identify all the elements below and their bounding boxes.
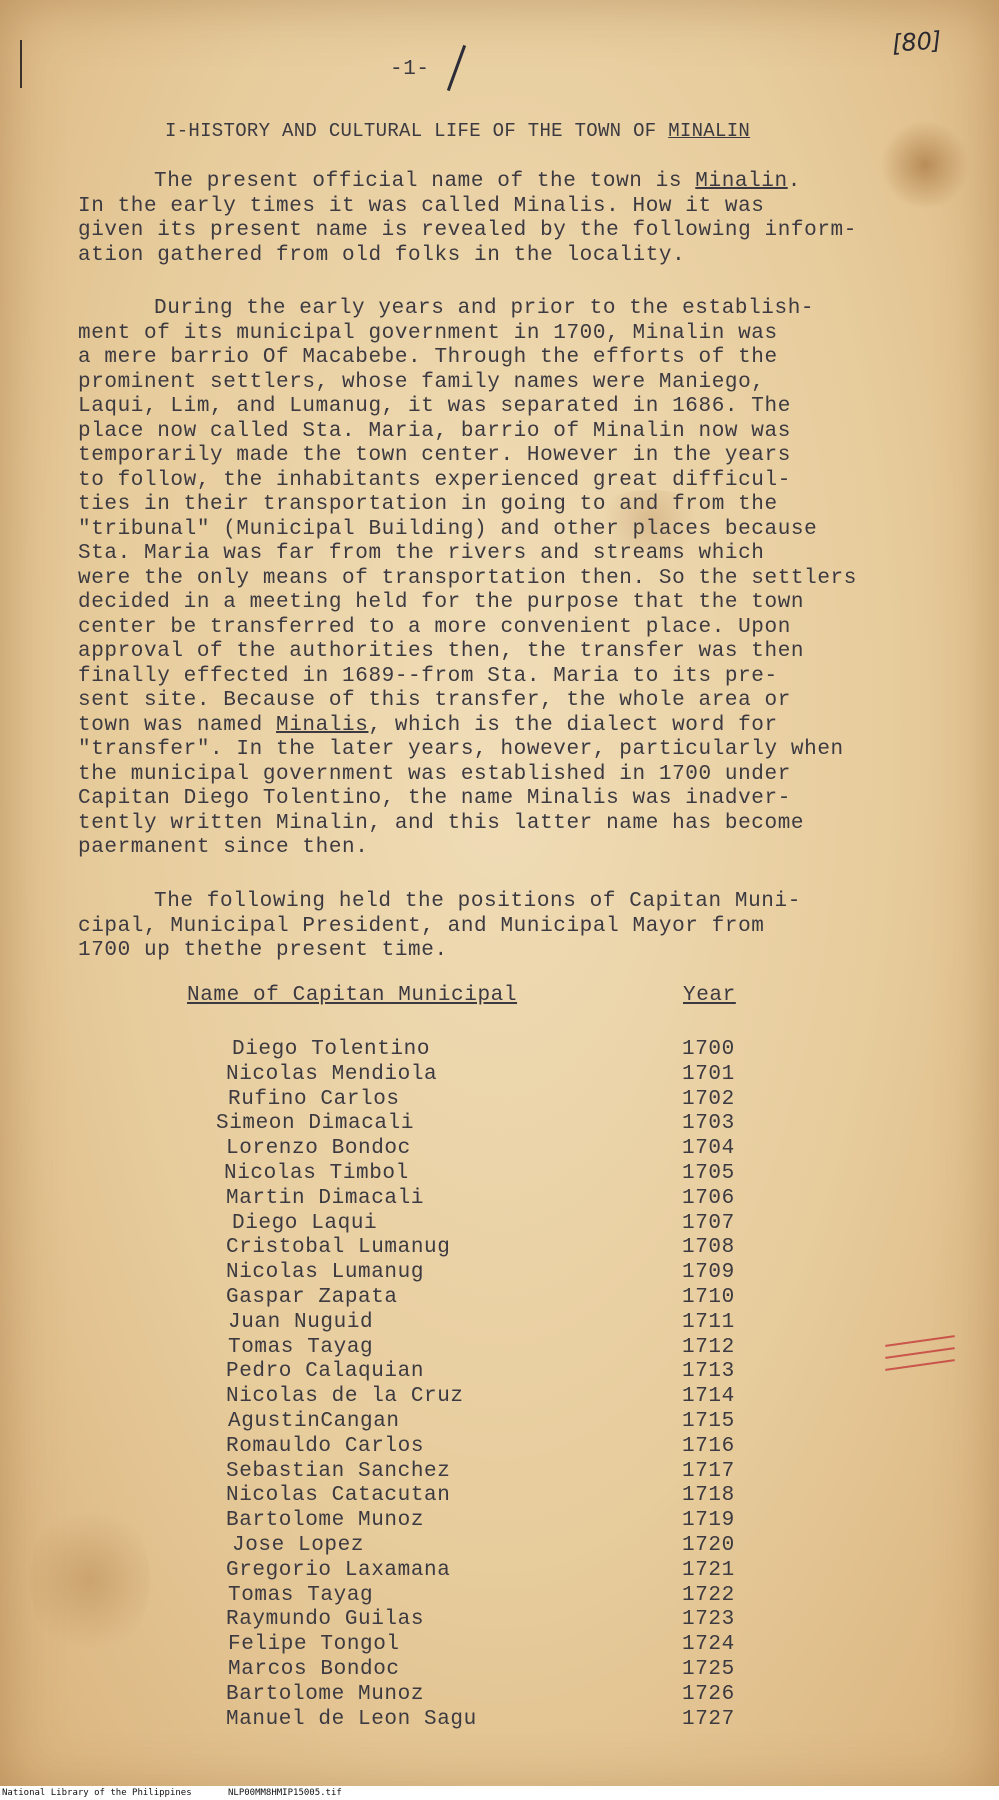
official-name: Romauldo Carlos	[226, 1434, 425, 1458]
table-row	[0, 1559, 999, 1584]
official-year: 1721	[682, 1558, 735, 1582]
official-name: Martin Dimacali	[226, 1186, 425, 1210]
official-year: 1701	[682, 1062, 735, 1086]
table-row	[0, 1410, 999, 1435]
table-row	[0, 1385, 999, 1410]
source-label: National Library of the Philippines	[2, 1788, 192, 1798]
paragraph-text: During the early years and prior to the establish- ment of its municipal government in 1700, Minalin was a mere barrio Of Macabebe. Through the efforts of the prominent settlers, whose family names were Maniego, Laqui, Lim, and Lumanug, it was separated in 1686. The place now called Sta. Maria, barrio of Minalin now was temporarily made the town center. However in the years to follow, the inhabitants experienced great difficul- ties in their transportation in going to and from the "tribunal" (Municipal Building) and other places because Sta. Maria was far from the rivers and streams which were the only means of transportation then. So the settlers decided in a meeting held for the purpose that the town center be transferred to a more convenient place. Upon approval of the authorities then, the transfer was then finally effected in 1689--from Sta. Maria to its pre- sent site. Because of this transfer, the whole area or town was named	[78, 297, 857, 737]
table-row	[0, 1311, 999, 1336]
table-row	[0, 1509, 999, 1534]
official-name: Rufino Carlos	[228, 1087, 400, 1111]
title-text: I-HISTORY AND CULTURAL LIFE OF THE TOWN OF	[165, 120, 669, 142]
official-name: Tomas Tayag	[228, 1583, 374, 1607]
official-year: 1710	[682, 1285, 735, 1309]
scan-footer	[0, 1786, 999, 1800]
pen-slash-mark	[447, 45, 466, 91]
paragraph-text: , which is the dialect word for "transfer". In the later years, however, particularly when the municipal government was established in 1700 under Capitan Diego Tolentino, the name Minalis was inadver- tently written Minalin, and this latter name has become paermanent since then.	[78, 713, 844, 859]
minalis-word: Minalis	[276, 713, 369, 737]
officials-list	[0, 1038, 999, 1732]
official-year: 1724	[682, 1633, 735, 1657]
official-year: 1726	[682, 1682, 735, 1706]
official-year: 1704	[682, 1137, 735, 1161]
official-year: 1722	[682, 1583, 735, 1607]
table-row	[0, 1063, 999, 1088]
pen-mark	[20, 40, 22, 88]
official-year: 1700	[682, 1038, 735, 1061]
official-name: Gaspar Zapata	[226, 1285, 398, 1309]
paragraph-text: The present official name of the town is	[154, 170, 696, 193]
official-name: Felipe Tongol	[228, 1633, 400, 1657]
official-name: Bartolome Munoz	[226, 1682, 425, 1706]
table-row	[0, 1112, 999, 1137]
official-name: AgustinCangan	[228, 1409, 400, 1433]
paragraph-officials-intro	[78, 890, 958, 964]
official-name: Nicolas Catacutan	[226, 1484, 451, 1508]
official-name: Diego Laqui	[232, 1211, 378, 1235]
paragraph-text: The following held the positions of Capitan Muni- cipal, Municipal President, and Municipal Mayor from 1700 up thethe present time.	[78, 890, 801, 962]
official-year: 1707	[682, 1211, 735, 1235]
table-row	[0, 1435, 999, 1460]
official-name: Gregorio Laxamana	[226, 1558, 451, 1582]
table-row	[0, 1187, 999, 1212]
table-row	[0, 1162, 999, 1187]
official-name: Nicolas Lumanug	[226, 1261, 425, 1285]
official-name: Simeon Dimacali	[216, 1112, 415, 1136]
town-name: Minalin	[695, 170, 788, 193]
table-row	[0, 1683, 999, 1708]
official-year: 1725	[682, 1657, 735, 1681]
file-name: NLP00MM8HMIP15005.tif	[228, 1788, 342, 1798]
official-year: 1713	[682, 1360, 735, 1384]
table-row	[0, 1212, 999, 1237]
official-name: Marcos Bondoc	[228, 1657, 400, 1681]
table-row	[0, 1608, 999, 1633]
official-year: 1708	[682, 1236, 735, 1260]
official-year: 1715	[682, 1409, 735, 1433]
table-row	[0, 1088, 999, 1113]
table-row	[0, 1708, 999, 1733]
table-row	[0, 1236, 999, 1261]
official-year: 1705	[682, 1161, 735, 1185]
official-name: Diego Tolentino	[232, 1038, 431, 1061]
table-row	[0, 1658, 999, 1683]
official-name: Sebastian Sanchez	[226, 1459, 451, 1483]
official-name: Tomas Tayag	[228, 1335, 374, 1359]
official-year: 1709	[682, 1261, 735, 1285]
title-town: MINALIN	[668, 120, 751, 142]
table-row	[0, 1484, 999, 1509]
official-year: 1718	[682, 1484, 735, 1508]
table-row	[0, 1633, 999, 1658]
official-year: 1703	[682, 1112, 735, 1136]
paragraph-origin	[78, 170, 958, 268]
official-year: 1717	[682, 1459, 735, 1483]
column-header-name: Name of Capitan Municipal	[187, 984, 518, 1007]
official-year: 1706	[682, 1186, 735, 1210]
official-name: Manuel de Leon Sagu	[226, 1707, 477, 1731]
official-name: Nicolas de la Cruz	[226, 1385, 464, 1409]
official-name: Pedro Calaquian	[226, 1360, 425, 1384]
page-number: -1-	[390, 58, 430, 81]
official-name: Lorenzo Bondoc	[226, 1137, 411, 1161]
page-title	[165, 120, 750, 142]
table-row	[0, 1261, 999, 1286]
folio-note: [80]	[891, 26, 943, 58]
official-year: 1723	[682, 1608, 735, 1632]
official-name: Bartolome Munoz	[226, 1509, 425, 1533]
column-header-year: Year	[683, 984, 736, 1007]
official-year: 1712	[682, 1335, 735, 1359]
official-name: Juan Nuguid	[228, 1310, 374, 1334]
table-row	[0, 1360, 999, 1385]
paragraph-text: . In the early times it was called Minalis. How it was given its present name is revealed by the following inform- ation gathered from old folks in the locality.	[78, 170, 857, 267]
table-row	[0, 1038, 999, 1063]
official-year: 1714	[682, 1385, 735, 1409]
official-year: 1711	[682, 1310, 735, 1334]
official-name: Nicolas Timbol	[224, 1161, 409, 1185]
official-name: Nicolas Mendiola	[226, 1062, 438, 1086]
table-row	[0, 1584, 999, 1609]
official-year: 1719	[682, 1509, 735, 1533]
paragraph-history	[78, 297, 958, 861]
official-name: Raymundo Guilas	[226, 1608, 425, 1632]
table-row	[0, 1137, 999, 1162]
official-year: 1727	[682, 1707, 735, 1731]
table-row	[0, 1460, 999, 1485]
table-row	[0, 1286, 999, 1311]
official-name: Cristobal Lumanug	[226, 1236, 451, 1260]
official-year: 1720	[682, 1533, 735, 1557]
official-year: 1702	[682, 1087, 735, 1111]
table-row	[0, 1336, 999, 1361]
official-name: Jose Lopez	[232, 1533, 365, 1557]
official-year: 1716	[682, 1434, 735, 1458]
table-row	[0, 1534, 999, 1559]
